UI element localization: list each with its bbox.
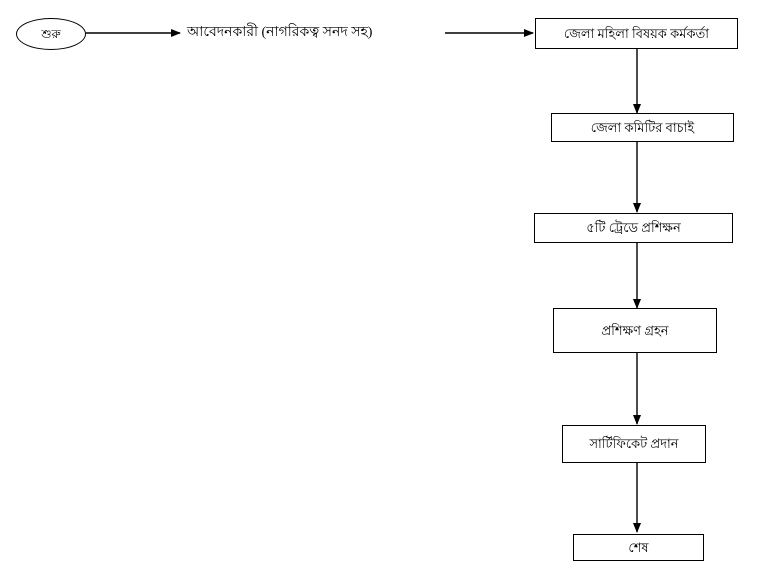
node-five-trade-training-label: ৫টি ট্রেডে প্রশিক্ষন — [586, 220, 681, 236]
node-applicant-label: আবেদনকারী (নাগরিকত্ব সনদ সহ) — [187, 25, 373, 40]
node-district-committee-selection-label: জেলা কমিটির বাচাই — [590, 119, 695, 135]
node-five-trade-training[interactable] — [534, 213, 733, 243]
node-receive-training[interactable] — [553, 308, 717, 353]
node-start[interactable] — [16, 18, 86, 50]
node-district-women-officer-label: জেলা মহিলা বিষয়ক কর্মকর্তা — [563, 25, 710, 41]
node-start-label: শুরু — [41, 26, 61, 41]
node-end-label: শেষ — [628, 539, 649, 555]
node-district-women-officer[interactable] — [535, 18, 738, 49]
node-certificate-provide[interactable] — [562, 425, 706, 463]
node-district-committee-selection[interactable] — [551, 113, 734, 142]
node-applicant — [187, 25, 372, 42]
node-certificate-provide-label: সার্টিফিকেট প্রদান — [589, 436, 679, 452]
node-end[interactable] — [573, 534, 704, 561]
node-receive-training-label: প্রশিক্ষণ গ্রহন — [601, 322, 669, 338]
